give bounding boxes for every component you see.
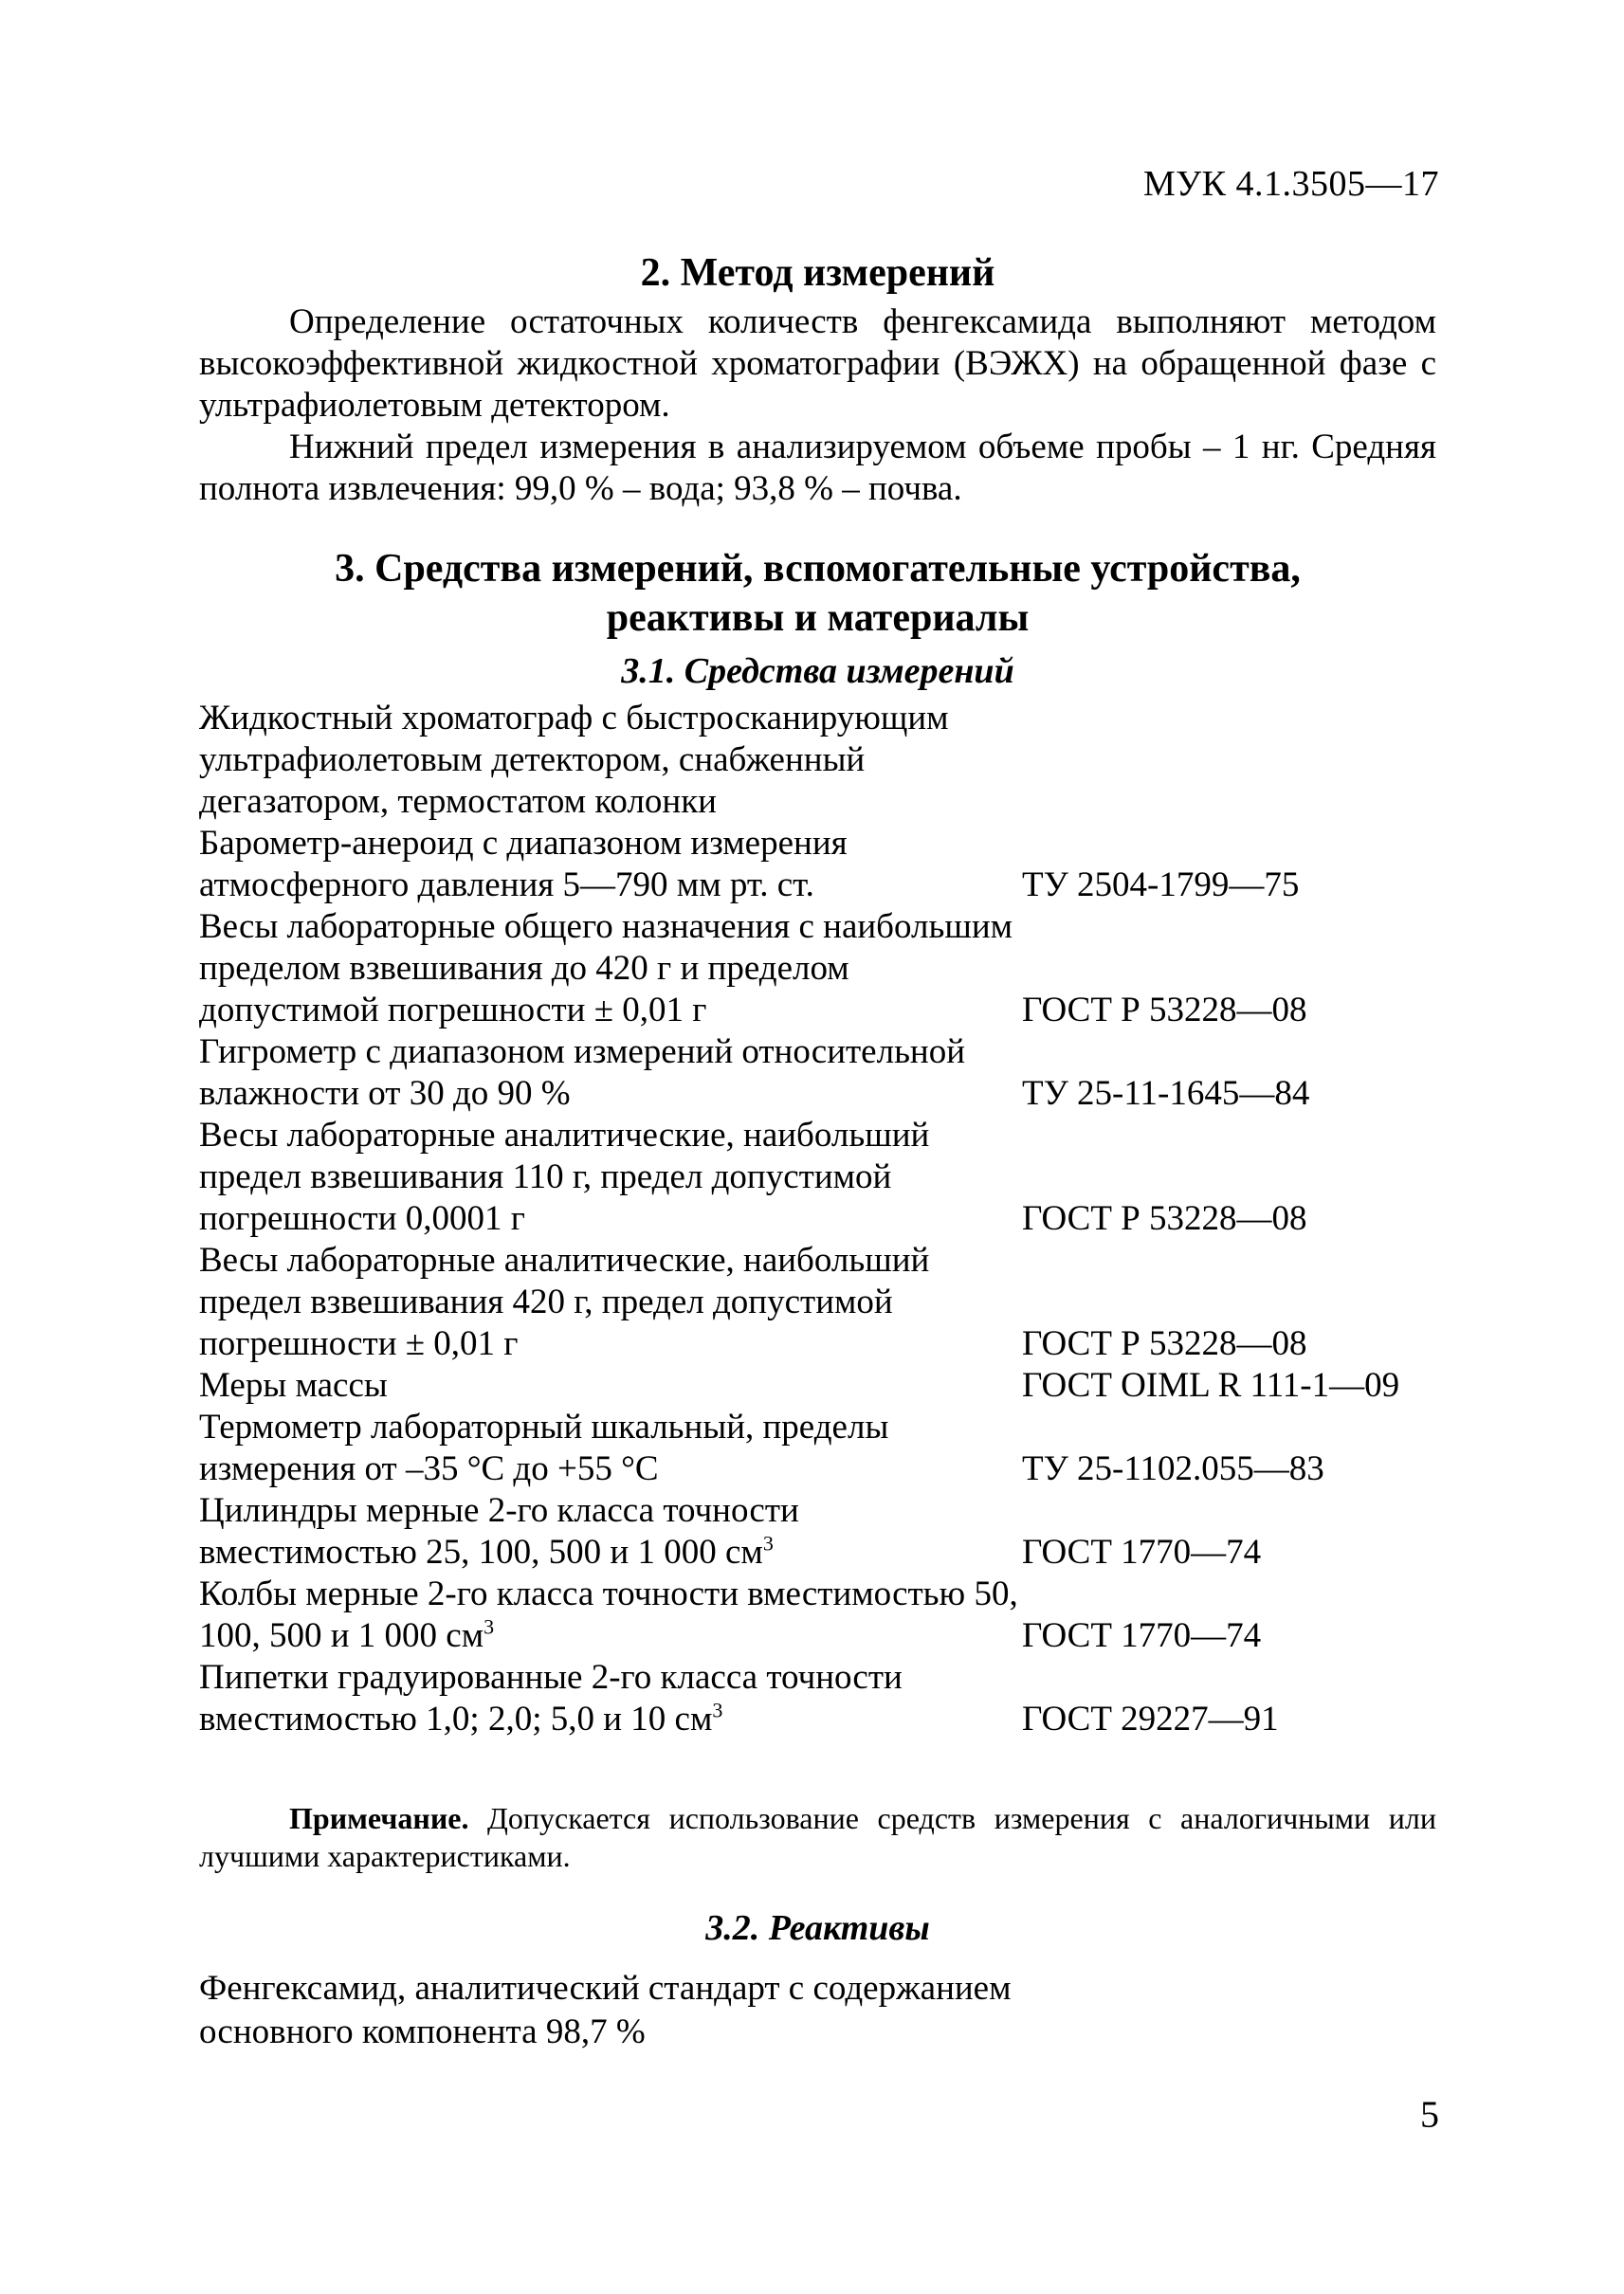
page-number: 5 <box>1420 2093 1439 2136</box>
instrument-description-text: Пипетки градуированные 2-го класса точности вместимостью 1,0; 2,0; 5,0 и 10 см <box>199 1658 903 1739</box>
instrument-row <box>199 1407 1496 1490</box>
instrument-row <box>199 906 1496 1031</box>
instrument-row <box>199 1115 1496 1240</box>
instrument-description <box>199 1657 1022 1740</box>
instrument-description-text: Гигрометр с диапазоном измерений относительной влажности от 30 до 90 % <box>199 1032 966 1113</box>
instrument-description-text: Барометр-анероид с диапазоном измерения атмосферного давления 5—790 мм рт. ст. <box>199 824 848 904</box>
instrument-description <box>199 823 1022 906</box>
reagent-fenhexamid: Фенгексамид, аналитический стандарт с содержанием основного компонента 98,7 % <box>199 1969 1012 2051</box>
instrument-description <box>199 1115 1022 1240</box>
instruments-table <box>199 698 1496 1740</box>
instruments-note <box>199 1799 1436 1875</box>
instrument-description <box>199 1574 1022 1657</box>
instrument-description-text: Цилиндры мерные 2-го класса точности вместимостью 25, 100, 500 и 1 000 см <box>199 1491 799 1572</box>
section-2 <box>199 248 1436 510</box>
instrument-description-text: Термометр лабораторный шкальный, пределы измерения от –35 °С до +55 °С <box>199 1408 889 1488</box>
section-3-heading <box>199 544 1436 694</box>
instrument-row <box>199 1031 1496 1115</box>
instrument-description <box>199 1490 1022 1574</box>
note-label: Примечание. <box>289 1801 469 1835</box>
instrument-standard: ГОСТ 1770—74 <box>1022 1533 1262 1572</box>
instrument-description-text: Весы лабораторные общего назначения с наибольшим пределом взвешивания до 420 г и пределом допустимой погрешности ± 0,01 г <box>199 907 1013 1029</box>
instrument-standard: ГОСТ Р 53228—08 <box>1022 991 1307 1029</box>
instrument-standard: ТУ 2504-1799—75 <box>1022 865 1300 904</box>
instrument-row <box>199 823 1496 906</box>
superscript-exponent: 3 <box>484 1614 495 1639</box>
instrument-row <box>199 1240 1496 1365</box>
section-3-title-line2: реактивы и материалы <box>606 596 1030 640</box>
instrument-description <box>199 1365 1022 1407</box>
instrument-row <box>199 1490 1496 1574</box>
subsection-3-2-title: 3.2. Реактивы <box>705 1908 930 1948</box>
instrument-description-text: Меры массы <box>199 1366 388 1405</box>
instrument-row <box>199 1574 1496 1657</box>
document-code: МУК 4.1.3505—17 <box>1142 164 1439 204</box>
section-2-paragraph-limits: Нижний предел измерения в анализируемом объеме пробы – 1 нг. Средняя полнота извлечения: 99,0 % – вода; 93,8 % – почва. <box>199 428 1436 508</box>
section-2-title: 2. Метод измерений <box>640 251 995 295</box>
instrument-description-text: Весы лабораторные аналитические, наибольший предел взвешивания 110 г, предел допустимой погрешности 0,0001 г <box>199 1116 930 1238</box>
instrument-description-text: Колбы мерные 2-го класса точности вместимостью 50, 100, 500 и 1 000 см <box>199 1575 1018 1655</box>
superscript-exponent: 3 <box>712 1698 723 1722</box>
superscript-exponent: 3 <box>762 1531 774 1556</box>
instrument-standard: ГОСТ OIML R 111-1—09 <box>1022 1366 1400 1405</box>
note-text: Допускается использование средств измерения с аналогичными или лучшими характеристиками. <box>199 1801 1436 1873</box>
instrument-standard: ГОСТ Р 53228—08 <box>1022 1199 1307 1238</box>
section-2-paragraph-method: Определение остаточных количеств фенгексамида выполняют методом высокоэффективной жидкостной хроматографии (ВЭЖХ) на обращенной фазе с ультрафиолетовым детектором. <box>199 302 1436 425</box>
instrument-standard: ТУ 25-1102.055—83 <box>1022 1449 1324 1488</box>
section-3-title-line1: 3. Средства измерений, вспомогательные устройства, <box>335 547 1301 591</box>
instrument-row <box>199 1657 1496 1740</box>
instrument-description-text: Жидкостный хроматограф с быстросканирующим ультрафиолетовым детектором, снабженный дегазатором, термостатом колонки <box>199 699 949 821</box>
instrument-standard <box>1022 698 1496 823</box>
instrument-standard: ТУ 25-11-1645—84 <box>1022 1074 1310 1113</box>
instrument-description-text: Весы лабораторные аналитические, наибольший предел взвешивания 420 г, предел допустимой погрешности ± 0,01 г <box>199 1241 930 1363</box>
instrument-standard: ГОСТ Р 53228—08 <box>1022 1324 1307 1363</box>
instrument-description <box>199 698 1022 823</box>
instrument-description <box>199 1031 1022 1115</box>
instrument-description <box>199 1407 1022 1490</box>
instrument-row <box>199 698 1496 823</box>
instrument-description <box>199 906 1022 1031</box>
instrument-row <box>199 1365 1496 1407</box>
instrument-standard: ГОСТ 1770—74 <box>1022 1616 1262 1655</box>
subsection-3-1-title: 3.1. Средства измерений <box>621 651 1014 691</box>
instrument-description <box>199 1240 1022 1365</box>
instrument-standard: ГОСТ 29227—91 <box>1022 1700 1279 1739</box>
